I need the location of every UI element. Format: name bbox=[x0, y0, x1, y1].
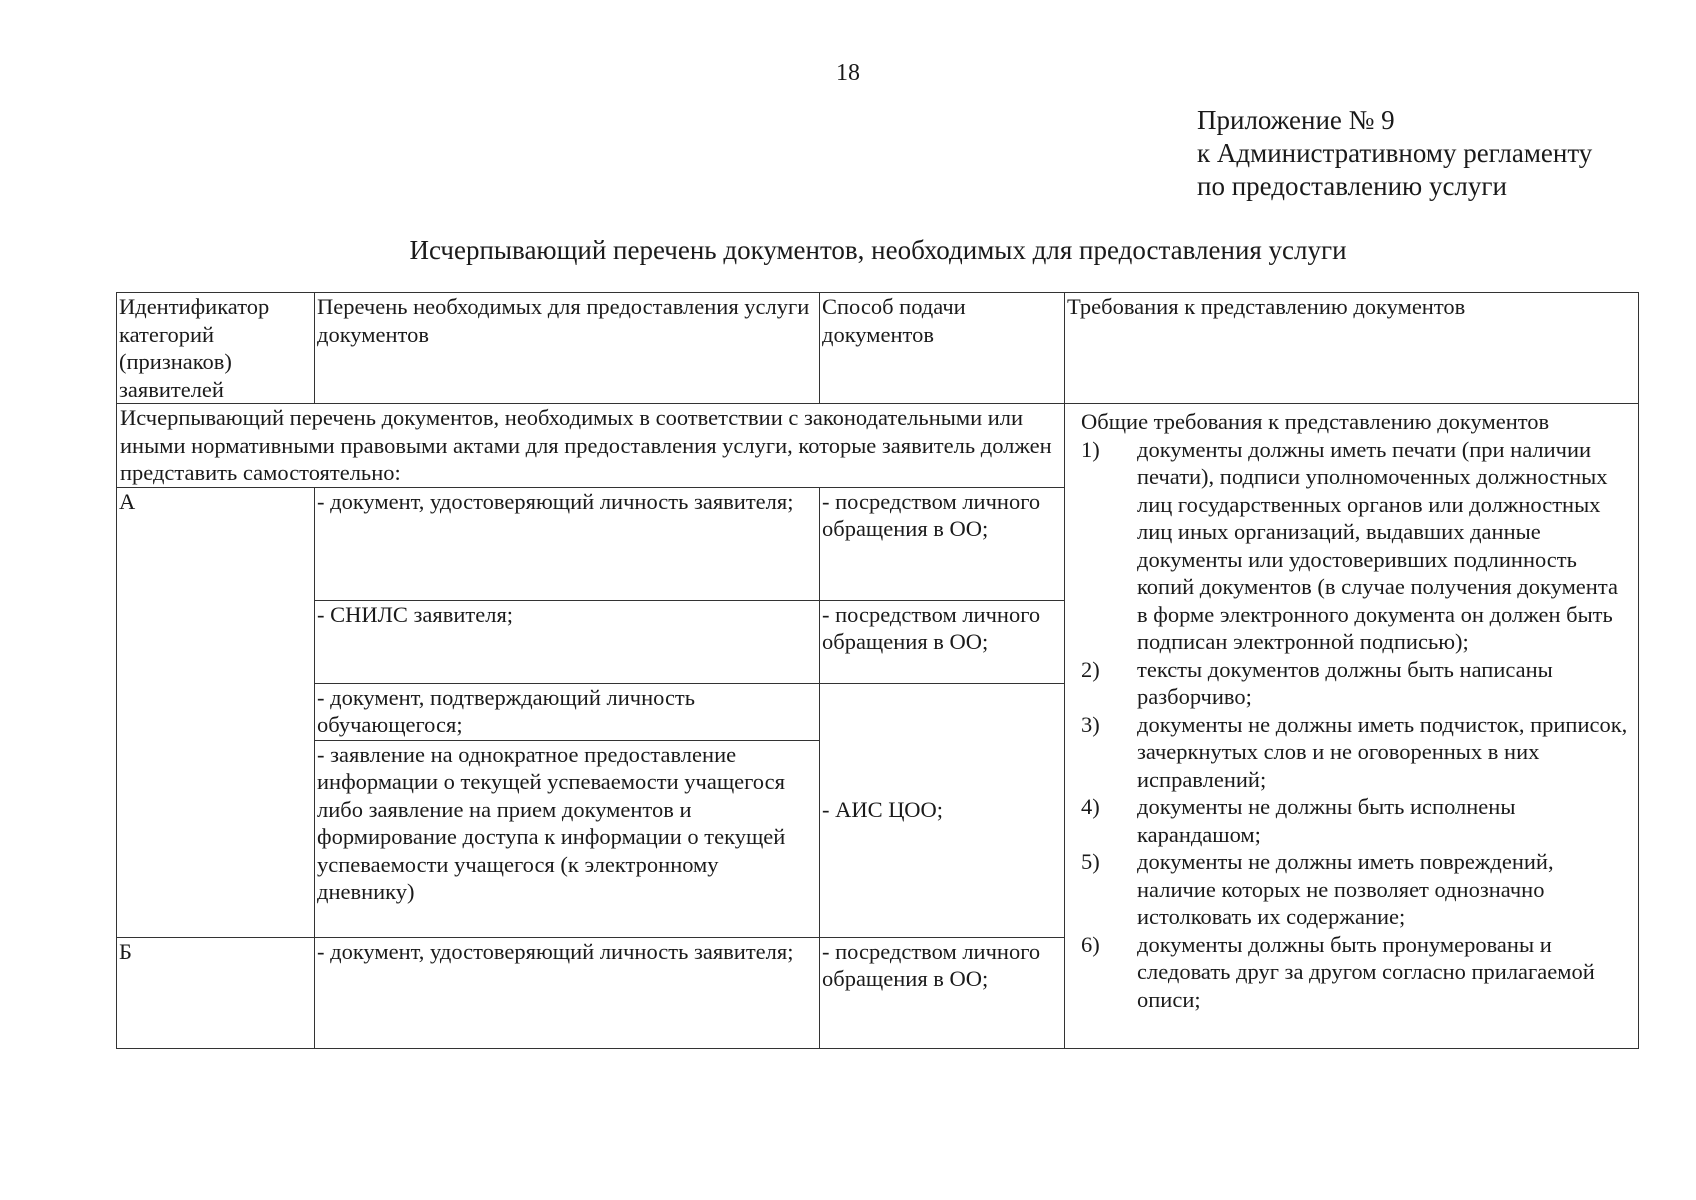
requirements-table bbox=[116, 292, 1639, 1049]
requirement-number: 2) bbox=[1081, 656, 1100, 682]
requirement-text: документы не должны иметь подчисток, приписок, зачеркнутых слов и не оговоренных в них исправлений; bbox=[1137, 711, 1628, 792]
table-row bbox=[117, 404, 1639, 488]
requirement-item bbox=[1081, 848, 1628, 931]
requirement-item bbox=[1081, 711, 1628, 794]
appendix-header bbox=[1197, 104, 1592, 203]
document-title: Исчерпывающий перечень документов, необходимых для предоставления услуги bbox=[409, 235, 1347, 265]
requirement-number: 4) bbox=[1081, 794, 1100, 819]
category-a-id: А bbox=[117, 487, 315, 937]
appendix-line-1: Приложение № 9 bbox=[1197, 105, 1395, 135]
requirement-item bbox=[1081, 656, 1628, 711]
requirement-text: документы не должны быть исполнены карандашом; bbox=[1137, 794, 1516, 847]
document-cell: - документ, удостоверяющий личность заявителя; bbox=[315, 487, 820, 600]
table-header-row bbox=[117, 293, 1639, 404]
method-cell: - посредством личного обращения в ОО; bbox=[820, 600, 1065, 683]
header-submission-method: Способ подачи документов bbox=[820, 293, 1065, 404]
requirement-number: 5) bbox=[1081, 849, 1100, 874]
requirement-number: 1) bbox=[1081, 436, 1100, 462]
document-cell: - заявление на однократное предоставление информации о текущей успеваемости учащегося либо заявление на прием документов и формирование доступа к информации о текущей успеваемости учащегося (к электронному дневнику) bbox=[315, 740, 820, 937]
header-documents-list: Перечень необходимых для предоставления услуги документов bbox=[315, 293, 820, 404]
general-requirements-heading: Общие требования к представлению документов bbox=[1081, 409, 1550, 434]
document-cell: - документ, подтверждающий личность обучающегося; bbox=[315, 683, 820, 740]
category-b-id: Б bbox=[117, 937, 315, 1048]
header-requirements: Требования к представлению документов bbox=[1065, 293, 1639, 404]
method-cell: - посредством личного обращения в ОО; bbox=[820, 487, 1065, 600]
header-category-id: Идентификатор категорий (признаков) заявителей bbox=[117, 293, 315, 404]
requirement-text: тексты документов должны быть написаны разборчиво; bbox=[1137, 656, 1553, 709]
requirement-item bbox=[1081, 436, 1628, 656]
general-requirements bbox=[1065, 404, 1639, 1049]
requirement-number: 3) bbox=[1081, 711, 1100, 737]
requirement-item bbox=[1081, 931, 1628, 1014]
appendix-line-2: к Административному регламенту bbox=[1197, 138, 1593, 168]
method-cell: - посредством личного обращения в ОО; bbox=[820, 937, 1065, 1048]
requirement-text: документы не должны иметь повреждений, наличие которых не позволяет однозначно истолковать их содержание; bbox=[1137, 849, 1554, 929]
requirement-number: 6) bbox=[1081, 931, 1100, 957]
document-cell: - документ, удостоверяющий личность заявителя; bbox=[315, 937, 820, 1048]
document-cell: - СНИЛС заявителя; bbox=[315, 600, 820, 683]
requirement-text: документы должны иметь печати (при наличии печати), подписи уполномоченных должностных лиц государственных органов или должностных лиц иных организаций, выдавших данные документы или удостоверивших подлинность копий документов (в случае получения документа в форме электронного документа он должен быть подписан электронной подписью); bbox=[1137, 436, 1618, 654]
method-cell: - АИС ЦОО; bbox=[820, 683, 1065, 937]
requirement-item bbox=[1081, 793, 1628, 848]
appendix-line-3: по предоставлению услуги bbox=[1197, 171, 1507, 201]
section-intro: Исчерпывающий перечень документов, необходимых в соответствии с законодательными или иными нормативными правовыми актами для предоставления услуги, которые заявитель должен представить самостоятельно: bbox=[117, 404, 1065, 488]
page-number: 18 bbox=[836, 60, 860, 86]
requirement-text: документы должны быть пронумерованы и следовать друг за другом согласно прилагаемой описи; bbox=[1137, 931, 1595, 1012]
